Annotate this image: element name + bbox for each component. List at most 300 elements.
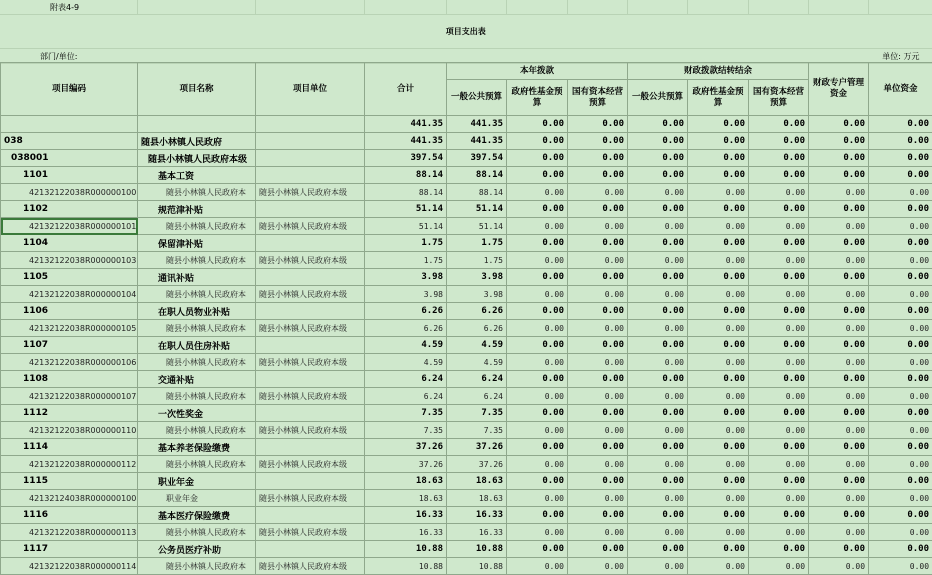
cell-value[interactable]: 18.63 bbox=[447, 473, 507, 490]
cell-value[interactable]: 18.63 bbox=[365, 490, 447, 507]
cell-value[interactable]: 0.00 bbox=[869, 201, 932, 218]
header-special-account-fund[interactable]: 财政专户管理资金 bbox=[809, 63, 869, 116]
sheet-title[interactable]: 项目支出表 bbox=[0, 15, 932, 49]
cell-value[interactable]: 0.00 bbox=[749, 456, 809, 473]
cell-value[interactable]: 0.00 bbox=[507, 473, 568, 490]
cell-unit[interactable] bbox=[256, 150, 365, 167]
cell-value[interactable]: 0.00 bbox=[749, 541, 809, 558]
cell-value[interactable]: 0.00 bbox=[688, 456, 749, 473]
cell-name[interactable]: 随县小林镇人民政府本 bbox=[138, 524, 256, 541]
cell-code[interactable]: 1115 bbox=[1, 473, 138, 490]
cell-value[interactable]: 0.00 bbox=[568, 116, 628, 133]
cell-value[interactable]: 51.14 bbox=[365, 201, 447, 218]
cell-value[interactable]: 0.00 bbox=[507, 184, 568, 201]
header-current-year-allocation[interactable]: 本年拨款 bbox=[447, 63, 628, 80]
cell-value[interactable]: 0.00 bbox=[688, 150, 749, 167]
cell-value[interactable]: 0.00 bbox=[688, 286, 749, 303]
cell-code[interactable]: 1105 bbox=[1, 269, 138, 286]
cell-value[interactable]: 0.00 bbox=[688, 337, 749, 354]
cell-value[interactable]: 0.00 bbox=[628, 422, 688, 439]
cell-value[interactable]: 0.00 bbox=[809, 286, 869, 303]
cell-value[interactable]: 0.00 bbox=[568, 320, 628, 337]
cell-unit[interactable]: 随县小林镇人民政府本级 bbox=[256, 422, 365, 439]
cell-value[interactable]: 0.00 bbox=[869, 133, 932, 150]
header-name[interactable]: 项目名称 bbox=[138, 63, 256, 116]
cell-code[interactable]: 42132122038R000000113 bbox=[1, 524, 138, 541]
cell-value[interactable]: 0.00 bbox=[568, 371, 628, 388]
cell-name[interactable]: 在职人员物业补贴 bbox=[138, 303, 256, 320]
cell-value[interactable]: 0.00 bbox=[869, 150, 932, 167]
cell-value[interactable]: 0.00 bbox=[568, 184, 628, 201]
cell-value[interactable]: 0.00 bbox=[568, 541, 628, 558]
cell-value[interactable]: 0.00 bbox=[749, 303, 809, 320]
cell-value[interactable]: 0.00 bbox=[688, 507, 749, 524]
cell-unit[interactable]: 随县小林镇人民政府本级 bbox=[256, 388, 365, 405]
cell-value[interactable]: 0.00 bbox=[869, 507, 932, 524]
cell-unit[interactable] bbox=[256, 201, 365, 218]
cell-value[interactable]: 16.33 bbox=[447, 524, 507, 541]
cell-value[interactable]: 0.00 bbox=[749, 439, 809, 456]
cell-value[interactable]: 4.59 bbox=[365, 337, 447, 354]
cell-code[interactable]: 42132122038R000000105 bbox=[1, 320, 138, 337]
cell-name[interactable]: 随县小林镇人民政府本 bbox=[138, 184, 256, 201]
cell-value[interactable]: 0.00 bbox=[749, 558, 809, 575]
cell-value[interactable]: 0.00 bbox=[507, 439, 568, 456]
cell-value[interactable]: 0.00 bbox=[628, 541, 688, 558]
cell-value[interactable]: 0.00 bbox=[749, 269, 809, 286]
cell-value[interactable]: 0.00 bbox=[809, 133, 869, 150]
cell-value[interactable]: 0.00 bbox=[869, 439, 932, 456]
cell-value[interactable]: 0.00 bbox=[568, 558, 628, 575]
cell-value[interactable]: 0.00 bbox=[809, 354, 869, 371]
cell-name[interactable]: 基本工资 bbox=[138, 167, 256, 184]
cell-value[interactable]: 0.00 bbox=[507, 337, 568, 354]
cell-unit[interactable] bbox=[256, 371, 365, 388]
cell-value[interactable]: 0.00 bbox=[628, 303, 688, 320]
cell-value[interactable]: 0.00 bbox=[809, 184, 869, 201]
cell-value[interactable]: 1.75 bbox=[365, 235, 447, 252]
cell-unit[interactable]: 随县小林镇人民政府本级 bbox=[256, 218, 365, 235]
cell-value[interactable]: 0.00 bbox=[507, 524, 568, 541]
cell-value[interactable]: 0.00 bbox=[869, 473, 932, 490]
cell-name[interactable] bbox=[138, 116, 256, 133]
cell-value[interactable]: 397.54 bbox=[365, 150, 447, 167]
cell-value[interactable]: 0.00 bbox=[507, 541, 568, 558]
cell-value[interactable]: 51.14 bbox=[365, 218, 447, 235]
cell-value[interactable]: 0.00 bbox=[507, 218, 568, 235]
cell-value[interactable]: 0.00 bbox=[809, 558, 869, 575]
cell-value[interactable]: 10.88 bbox=[447, 541, 507, 558]
cell-value[interactable]: 0.00 bbox=[628, 218, 688, 235]
cell-value[interactable]: 0.00 bbox=[688, 439, 749, 456]
cell-unit[interactable] bbox=[256, 269, 365, 286]
cell-name[interactable]: 基本医疗保险缴费 bbox=[138, 507, 256, 524]
cell-unit[interactable]: 随县小林镇人民政府本级 bbox=[256, 286, 365, 303]
cell-value[interactable]: 0.00 bbox=[628, 388, 688, 405]
cell-name[interactable]: 公务员医疗补助 bbox=[138, 541, 256, 558]
cell-unit[interactable] bbox=[256, 405, 365, 422]
cell-value[interactable]: 3.98 bbox=[447, 286, 507, 303]
cell-value[interactable]: 0.00 bbox=[869, 303, 932, 320]
cell-value[interactable]: 0.00 bbox=[688, 354, 749, 371]
cell-value[interactable]: 0.00 bbox=[568, 133, 628, 150]
cell-code[interactable]: 1108 bbox=[1, 371, 138, 388]
cell-code[interactable]: 1112 bbox=[1, 405, 138, 422]
cell-value[interactable]: 0.00 bbox=[507, 235, 568, 252]
cell-name[interactable]: 随县小林镇人民政府本级 bbox=[138, 150, 256, 167]
cell-value[interactable]: 0.00 bbox=[688, 252, 749, 269]
cell-value[interactable]: 0.00 bbox=[507, 167, 568, 184]
cell-code[interactable]: 1101 bbox=[1, 167, 138, 184]
cell-name[interactable]: 随县小林镇人民政府本 bbox=[138, 558, 256, 575]
cell-unit[interactable]: 随县小林镇人民政府本级 bbox=[256, 320, 365, 337]
cell-value[interactable]: 0.00 bbox=[809, 422, 869, 439]
cell-value[interactable]: 0.00 bbox=[628, 354, 688, 371]
cell-value[interactable]: 0.00 bbox=[628, 252, 688, 269]
cell-unit[interactable]: 随县小林镇人民政府本级 bbox=[256, 490, 365, 507]
cell-value[interactable]: 0.00 bbox=[809, 388, 869, 405]
cell-value[interactable]: 4.59 bbox=[447, 354, 507, 371]
cell-value[interactable]: 0.00 bbox=[568, 167, 628, 184]
cell-value[interactable]: 0.00 bbox=[749, 371, 809, 388]
cell-value[interactable]: 0.00 bbox=[507, 371, 568, 388]
cell-value[interactable]: 0.00 bbox=[628, 201, 688, 218]
cell-name[interactable]: 随县小林镇人民政府 bbox=[138, 133, 256, 150]
cell-value[interactable]: 0.00 bbox=[568, 286, 628, 303]
cell-value[interactable]: 0.00 bbox=[749, 337, 809, 354]
cell-name[interactable]: 随县小林镇人民政府本 bbox=[138, 422, 256, 439]
cell-value[interactable]: 88.14 bbox=[447, 167, 507, 184]
cell-value[interactable]: 0.00 bbox=[628, 320, 688, 337]
cell-name[interactable]: 在职人员住房补贴 bbox=[138, 337, 256, 354]
cell-value[interactable]: 0.00 bbox=[628, 337, 688, 354]
cell-value[interactable]: 0.00 bbox=[628, 558, 688, 575]
cell-value[interactable]: 0.00 bbox=[507, 354, 568, 371]
unit-label[interactable]: 单位: 万元 bbox=[808, 49, 932, 64]
cell-value[interactable]: 0.00 bbox=[568, 422, 628, 439]
cell-value[interactable]: 0.00 bbox=[688, 388, 749, 405]
cell-name[interactable]: 通讯补贴 bbox=[138, 269, 256, 286]
cell-value[interactable]: 0.00 bbox=[749, 235, 809, 252]
cell-unit[interactable] bbox=[256, 303, 365, 320]
cell-value[interactable]: 0.00 bbox=[507, 133, 568, 150]
cell-value[interactable]: 0.00 bbox=[688, 167, 749, 184]
cell-value[interactable]: 0.00 bbox=[749, 490, 809, 507]
cell-value[interactable]: 0.00 bbox=[688, 558, 749, 575]
cell-value[interactable]: 0.00 bbox=[628, 150, 688, 167]
cell-value[interactable]: 0.00 bbox=[688, 116, 749, 133]
cell-code[interactable] bbox=[1, 116, 138, 133]
cell-value[interactable]: 0.00 bbox=[809, 167, 869, 184]
cell-unit[interactable]: 随县小林镇人民政府本级 bbox=[256, 354, 365, 371]
cell-value[interactable]: 0.00 bbox=[568, 201, 628, 218]
header-g2-gov-fund[interactable]: 政府性基金预算 bbox=[688, 80, 749, 116]
cell-value[interactable]: 0.00 bbox=[688, 405, 749, 422]
cell-code[interactable]: 42132122038R000000114 bbox=[1, 558, 138, 575]
cell-unit[interactable]: 随县小林镇人民政府本级 bbox=[256, 456, 365, 473]
cell-value[interactable]: 0.00 bbox=[568, 388, 628, 405]
cell-code[interactable]: 1107 bbox=[1, 337, 138, 354]
cell-value[interactable]: 0.00 bbox=[688, 320, 749, 337]
cell-value[interactable]: 0.00 bbox=[809, 150, 869, 167]
cell-value[interactable]: 0.00 bbox=[628, 456, 688, 473]
cell-name[interactable]: 基本养老保险缴费 bbox=[138, 439, 256, 456]
cell-value[interactable]: 0.00 bbox=[507, 422, 568, 439]
cell-value[interactable]: 0.00 bbox=[507, 252, 568, 269]
cell-value[interactable]: 0.00 bbox=[507, 320, 568, 337]
cell-name[interactable]: 职业年金 bbox=[138, 473, 256, 490]
cell-name[interactable]: 职业年金 bbox=[138, 490, 256, 507]
cell-value[interactable]: 0.00 bbox=[568, 439, 628, 456]
cell-code[interactable]: 42132122038R000000106 bbox=[1, 354, 138, 371]
cell-value[interactable]: 6.24 bbox=[365, 371, 447, 388]
cell-value[interactable]: 16.33 bbox=[447, 507, 507, 524]
cell-unit[interactable] bbox=[256, 133, 365, 150]
cell-value[interactable]: 0.00 bbox=[568, 354, 628, 371]
cell-value[interactable]: 0.00 bbox=[628, 286, 688, 303]
cell-value[interactable]: 0.00 bbox=[869, 456, 932, 473]
cell-value[interactable]: 0.00 bbox=[869, 541, 932, 558]
cell-value[interactable]: 0.00 bbox=[749, 286, 809, 303]
cell-value[interactable]: 441.35 bbox=[447, 116, 507, 133]
cell-value[interactable]: 10.88 bbox=[447, 558, 507, 575]
header-g2-state-capital[interactable]: 国有资本经营预算 bbox=[749, 80, 809, 116]
cell-unit[interactable] bbox=[256, 167, 365, 184]
cell-value[interactable]: 7.35 bbox=[365, 422, 447, 439]
cell-value[interactable]: 6.26 bbox=[365, 320, 447, 337]
cell-value[interactable]: 0.00 bbox=[749, 507, 809, 524]
cell-value[interactable]: 0.00 bbox=[688, 422, 749, 439]
cell-unit[interactable]: 随县小林镇人民政府本级 bbox=[256, 558, 365, 575]
cell-value[interactable]: 0.00 bbox=[507, 303, 568, 320]
cell-value[interactable]: 16.33 bbox=[365, 524, 447, 541]
cell-value[interactable]: 397.54 bbox=[447, 150, 507, 167]
cell-value[interactable]: 10.88 bbox=[365, 558, 447, 575]
cell-value[interactable]: 0.00 bbox=[809, 235, 869, 252]
cell-value[interactable]: 0.00 bbox=[568, 150, 628, 167]
cell-code[interactable]: 42132122038R000000101 bbox=[1, 218, 138, 235]
cell-code[interactable]: 42132122038R000000110 bbox=[1, 422, 138, 439]
header-code[interactable]: 项目编码 bbox=[1, 63, 138, 116]
cell-value[interactable]: 0.00 bbox=[869, 524, 932, 541]
cell-unit[interactable] bbox=[256, 541, 365, 558]
cell-value[interactable]: 37.26 bbox=[447, 456, 507, 473]
cell-value[interactable]: 0.00 bbox=[749, 405, 809, 422]
cell-value[interactable]: 51.14 bbox=[447, 201, 507, 218]
cell-value[interactable]: 0.00 bbox=[628, 507, 688, 524]
cell-value[interactable]: 0.00 bbox=[688, 371, 749, 388]
cell-value[interactable]: 0.00 bbox=[809, 303, 869, 320]
cell-value[interactable]: 6.24 bbox=[365, 388, 447, 405]
cell-unit[interactable]: 随县小林镇人民政府本级 bbox=[256, 252, 365, 269]
cell-value[interactable]: 441.35 bbox=[365, 116, 447, 133]
cell-value[interactable]: 441.35 bbox=[447, 133, 507, 150]
cell-value[interactable]: 0.00 bbox=[809, 218, 869, 235]
cell-code[interactable]: 038001 bbox=[1, 150, 138, 167]
cell-name[interactable]: 随县小林镇人民政府本 bbox=[138, 320, 256, 337]
cell-value[interactable]: 88.14 bbox=[365, 184, 447, 201]
cell-value[interactable]: 51.14 bbox=[447, 218, 507, 235]
cell-value[interactable]: 0.00 bbox=[869, 252, 932, 269]
cell-value[interactable]: 0.00 bbox=[749, 252, 809, 269]
cell-code[interactable]: 1116 bbox=[1, 507, 138, 524]
cell-value[interactable]: 0.00 bbox=[749, 184, 809, 201]
cell-value[interactable]: 18.63 bbox=[365, 473, 447, 490]
cell-value[interactable]: 0.00 bbox=[809, 201, 869, 218]
cell-unit[interactable] bbox=[256, 439, 365, 456]
cell-name[interactable]: 保留津补贴 bbox=[138, 235, 256, 252]
cell-name[interactable]: 随县小林镇人民政府本 bbox=[138, 456, 256, 473]
cell-value[interactable]: 0.00 bbox=[749, 150, 809, 167]
cell-code[interactable]: 1106 bbox=[1, 303, 138, 320]
cell-value[interactable]: 0.00 bbox=[568, 507, 628, 524]
cell-value[interactable]: 0.00 bbox=[688, 473, 749, 490]
cell-value[interactable]: 3.98 bbox=[447, 269, 507, 286]
cell-value[interactable]: 0.00 bbox=[869, 167, 932, 184]
header-g1-general[interactable]: 一般公共预算 bbox=[447, 80, 507, 116]
cell-value[interactable]: 0.00 bbox=[628, 405, 688, 422]
cell-value[interactable]: 0.00 bbox=[507, 201, 568, 218]
cell-code[interactable]: 42132122038R000000112 bbox=[1, 456, 138, 473]
cell-value[interactable]: 0.00 bbox=[869, 422, 932, 439]
cell-value[interactable]: 0.00 bbox=[809, 337, 869, 354]
cell-value[interactable]: 0.00 bbox=[869, 116, 932, 133]
cell-value[interactable]: 0.00 bbox=[749, 133, 809, 150]
cell-value[interactable]: 0.00 bbox=[869, 320, 932, 337]
cell-value[interactable]: 1.75 bbox=[447, 252, 507, 269]
cell-value[interactable]: 3.98 bbox=[365, 286, 447, 303]
cell-code[interactable]: 42132122038R000000100 bbox=[1, 184, 138, 201]
cell-code[interactable]: 1102 bbox=[1, 201, 138, 218]
cell-value[interactable]: 0.00 bbox=[869, 337, 932, 354]
header-g1-gov-fund[interactable]: 政府性基金预算 bbox=[507, 80, 568, 116]
header-unit-fund[interactable]: 单位资金 bbox=[869, 63, 932, 116]
cell-value[interactable]: 0.00 bbox=[688, 524, 749, 541]
cell-code[interactable]: 42132122038R000000103 bbox=[1, 252, 138, 269]
cell-value[interactable]: 0.00 bbox=[749, 524, 809, 541]
cell-value[interactable]: 0.00 bbox=[809, 524, 869, 541]
cell-value[interactable]: 0.00 bbox=[809, 252, 869, 269]
cell-value[interactable]: 0.00 bbox=[628, 116, 688, 133]
cell-value[interactable]: 0.00 bbox=[809, 269, 869, 286]
cell-value[interactable]: 10.88 bbox=[365, 541, 447, 558]
cell-value[interactable]: 0.00 bbox=[749, 354, 809, 371]
cell-value[interactable]: 0.00 bbox=[869, 184, 932, 201]
cell-value[interactable]: 0.00 bbox=[568, 269, 628, 286]
cell-value[interactable]: 0.00 bbox=[869, 558, 932, 575]
cell-unit[interactable]: 随县小林镇人民政府本级 bbox=[256, 524, 365, 541]
cell-value[interactable]: 18.63 bbox=[447, 490, 507, 507]
cell-value[interactable]: 37.26 bbox=[447, 439, 507, 456]
cell-value[interactable]: 0.00 bbox=[568, 303, 628, 320]
cell-value[interactable]: 0.00 bbox=[869, 218, 932, 235]
cell-value[interactable]: 0.00 bbox=[568, 456, 628, 473]
cell-value[interactable]: 1.75 bbox=[447, 235, 507, 252]
cell-name[interactable]: 一次性奖金 bbox=[138, 405, 256, 422]
cell-unit[interactable] bbox=[256, 116, 365, 133]
cell-name[interactable]: 随县小林镇人民政府本 bbox=[138, 286, 256, 303]
cell-value[interactable]: 0.00 bbox=[809, 116, 869, 133]
cell-value[interactable]: 0.00 bbox=[507, 286, 568, 303]
cell-value[interactable]: 0.00 bbox=[628, 439, 688, 456]
cell-name[interactable]: 随县小林镇人民政府本 bbox=[138, 388, 256, 405]
cell-value[interactable]: 88.14 bbox=[365, 167, 447, 184]
cell-code[interactable]: 1117 bbox=[1, 541, 138, 558]
cell-value[interactable]: 0.00 bbox=[809, 439, 869, 456]
cell-value[interactable]: 0.00 bbox=[809, 371, 869, 388]
header-unit[interactable]: 项目单位 bbox=[256, 63, 365, 116]
cell-value[interactable]: 7.35 bbox=[365, 405, 447, 422]
cell-value[interactable]: 0.00 bbox=[628, 269, 688, 286]
cell-value[interactable]: 0.00 bbox=[628, 524, 688, 541]
cell-value[interactable]: 7.35 bbox=[447, 422, 507, 439]
cell-value[interactable]: 1.75 bbox=[365, 252, 447, 269]
cell-value[interactable]: 0.00 bbox=[568, 490, 628, 507]
cell-value[interactable]: 0.00 bbox=[507, 388, 568, 405]
cell-value[interactable]: 0.00 bbox=[628, 184, 688, 201]
cell-value[interactable]: 0.00 bbox=[809, 541, 869, 558]
cell-value[interactable]: 37.26 bbox=[365, 439, 447, 456]
cell-value[interactable]: 6.24 bbox=[447, 388, 507, 405]
cell-value[interactable]: 0.00 bbox=[507, 405, 568, 422]
cell-value[interactable]: 0.00 bbox=[688, 303, 749, 320]
cell-value[interactable]: 0.00 bbox=[507, 150, 568, 167]
cell-value[interactable]: 0.00 bbox=[628, 473, 688, 490]
cell-value[interactable]: 0.00 bbox=[568, 252, 628, 269]
cell-value[interactable]: 0.00 bbox=[749, 167, 809, 184]
cell-value[interactable]: 6.26 bbox=[447, 303, 507, 320]
cell-unit[interactable] bbox=[256, 235, 365, 252]
cell-value[interactable]: 0.00 bbox=[628, 167, 688, 184]
cell-value[interactable]: 0.00 bbox=[688, 133, 749, 150]
cell-code[interactable]: 038 bbox=[1, 133, 138, 150]
cell-value[interactable]: 0.00 bbox=[749, 388, 809, 405]
cell-value[interactable]: 0.00 bbox=[568, 218, 628, 235]
cell-value[interactable]: 0.00 bbox=[507, 116, 568, 133]
cell-value[interactable]: 0.00 bbox=[507, 269, 568, 286]
cell-value[interactable]: 0.00 bbox=[869, 405, 932, 422]
cell-value[interactable]: 3.98 bbox=[365, 269, 447, 286]
cell-value[interactable]: 0.00 bbox=[809, 405, 869, 422]
cell-value[interactable]: 0.00 bbox=[749, 422, 809, 439]
cell-value[interactable]: 0.00 bbox=[749, 116, 809, 133]
cell-value[interactable]: 0.00 bbox=[749, 320, 809, 337]
cell-value[interactable]: 16.33 bbox=[365, 507, 447, 524]
cell-value[interactable]: 0.00 bbox=[809, 456, 869, 473]
cell-value[interactable]: 7.35 bbox=[447, 405, 507, 422]
cell-value[interactable]: 0.00 bbox=[568, 405, 628, 422]
cell-value[interactable]: 0.00 bbox=[688, 201, 749, 218]
cell-code[interactable]: 1104 bbox=[1, 235, 138, 252]
header-carryover-balance[interactable]: 财政拨款结转结余 bbox=[628, 63, 809, 80]
cell-value[interactable]: 0.00 bbox=[507, 490, 568, 507]
cell-value[interactable]: 0.00 bbox=[628, 235, 688, 252]
cell-value[interactable]: 0.00 bbox=[568, 337, 628, 354]
cell-value[interactable]: 0.00 bbox=[568, 524, 628, 541]
cell-value[interactable]: 0.00 bbox=[869, 286, 932, 303]
cell-value[interactable]: 0.00 bbox=[809, 490, 869, 507]
cell-value[interactable]: 0.00 bbox=[749, 218, 809, 235]
cell-value[interactable]: 6.26 bbox=[365, 303, 447, 320]
cell-name[interactable]: 随县小林镇人民政府本 bbox=[138, 252, 256, 269]
cell-value[interactable]: 0.00 bbox=[809, 320, 869, 337]
header-g2-general[interactable]: 一般公共预算 bbox=[628, 80, 688, 116]
cell-value[interactable]: 0.00 bbox=[869, 354, 932, 371]
cell-value[interactable]: 0.00 bbox=[507, 456, 568, 473]
cell-value[interactable]: 0.00 bbox=[809, 473, 869, 490]
cell-name[interactable]: 随县小林镇人民政府本 bbox=[138, 218, 256, 235]
cell-value[interactable]: 0.00 bbox=[688, 235, 749, 252]
